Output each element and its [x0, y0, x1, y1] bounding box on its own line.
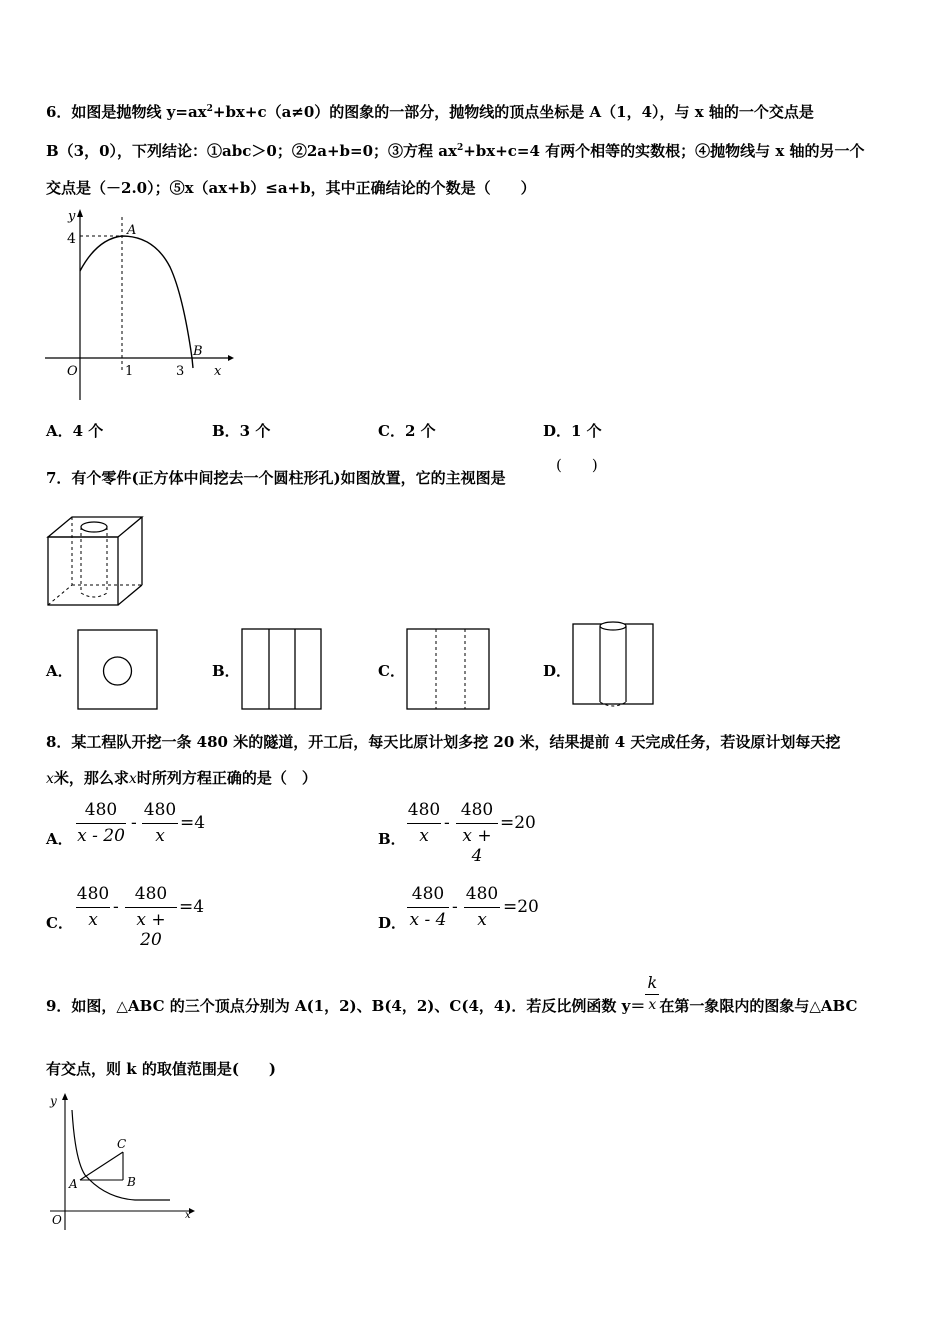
q8-stem-line2: x米，那么求x时所列方程正确的是（ ）	[46, 769, 317, 787]
q8-b-den1: x	[419, 826, 429, 846]
q8-b-num1: 480	[407, 800, 441, 820]
q8-option-a-equation[interactable]	[76, 800, 216, 850]
q8-option-c-equation[interactable]	[76, 884, 216, 950]
q9-graph-point-a: A	[69, 1177, 78, 1191]
q7-option-a-figure[interactable]	[77, 629, 159, 711]
q6-graph-tick-3: 3	[176, 364, 185, 379]
q8-c-num2: 480	[134, 884, 168, 904]
q8-d-den2: x	[477, 910, 487, 930]
q7-answer-paren: ( )	[556, 456, 598, 474]
q9-frac-den: x	[648, 997, 657, 1013]
q6-option-d[interactable]: D．1 个	[543, 422, 602, 440]
q9-stem-line1: 9．如图，△ABC 的三个顶点分别为 A(1，2)、B(4，2)、C(4，4)．若反比例函数 y＝ $\frac{k}{x}$ 在第一象限内的图象与△ABC	[46, 973, 858, 1015]
q6-option-a[interactable]: A．4 个	[46, 422, 104, 440]
q8-a-num2: 480	[143, 800, 177, 820]
q7-stem: 7．有个零件(正方体中间挖去一个圆柱形孔)如图放置，它的主视图是	[46, 469, 506, 487]
q8-d-rhs: =20	[503, 897, 539, 917]
q6-stem-line2: B（3，0），下列结论：①abc＞0；②2a+b=0；③方程 $ax^2+bx+c=4$ 有两个相等的实数根；④抛物线与 x 轴的另一个	[46, 142, 865, 160]
q8-option-c-label[interactable]: C．	[46, 914, 73, 932]
q8-d-op: -	[452, 897, 458, 917]
q8-option-d-equation[interactable]	[407, 884, 547, 934]
q6-graph-x-label: x	[214, 364, 222, 379]
q9-graph-point-c: C	[117, 1137, 127, 1151]
q9-stem-line2: 有交点，则 k 的取值范围是( )	[46, 1060, 277, 1078]
q9-hyperbola-graph	[45, 1090, 200, 1235]
q9-graph-y-label: y	[50, 1094, 57, 1108]
q8-c-rhs: =4	[179, 897, 205, 917]
q8-a-den1: x - 20	[77, 826, 125, 846]
q7-option-b-label[interactable]: B．	[212, 662, 240, 680]
q8-a-den2: x	[155, 826, 165, 846]
q6-graph-origin: O	[67, 364, 78, 379]
q8-d-den1: x - 4	[409, 910, 447, 930]
q9-graph-x-label: x	[185, 1210, 191, 1221]
q6-graph-tick-4: 4	[67, 231, 76, 247]
q8-option-b-label[interactable]: B．	[378, 830, 406, 848]
q7-option-b-figure[interactable]	[241, 628, 323, 711]
q9-frac-num: k	[647, 973, 658, 992]
q8-option-b-equation[interactable]	[407, 800, 547, 866]
q8-option-a-label[interactable]: A．	[46, 830, 73, 848]
q6-parabola-graph	[40, 205, 240, 405]
q6-option-b[interactable]: B．3 个	[212, 422, 271, 440]
q8-c-op: -	[113, 897, 119, 917]
q8-d-num2: 480	[465, 884, 499, 904]
q6-graph-tick-1: 1	[125, 364, 134, 379]
q6-graph-point-b: B	[193, 344, 203, 359]
q8-a-rhs: =4	[180, 813, 206, 833]
q7-option-d-figure[interactable]	[572, 620, 656, 710]
q6-graph-point-a: A	[127, 223, 137, 238]
q8-c-num1: 480	[76, 884, 110, 904]
q8-b-den2: x + 4	[462, 826, 492, 866]
q6-stem-line3: 交点是（－2.0）；⑤x（ax+b）≤a+b，其中正确结论的个数是（ ）	[46, 179, 536, 197]
q7-option-d-label[interactable]: D．	[543, 662, 572, 680]
q6-stem-line1: 6．如图是抛物线 $y=ax^2+bx+c(a\ne 0)$的图象的一部分，抛物线的顶点坐标是 A（1，4），与 x 轴的一个交点是	[46, 103, 814, 121]
q9-graph-origin: O	[52, 1213, 62, 1227]
q8-a-op: -	[131, 813, 137, 833]
q7-option-c-label[interactable]: C．	[378, 662, 405, 680]
q8-d-num1: 480	[411, 884, 445, 904]
q6-graph-y-label: y	[68, 209, 76, 224]
q8-a-num1: 480	[84, 800, 118, 820]
q8-stem-line1: 8．某工程队开挖一条 480 米的隧道，开工后，每天比原计划多挖 20 米，结果提前 4 天完成任务，若设原计划每天挖	[46, 733, 841, 751]
q9-graph-point-b: B	[127, 1175, 136, 1189]
q7-option-a-label[interactable]: A．	[46, 662, 73, 680]
q7-cube-figure	[46, 515, 146, 610]
q8-b-rhs: =20	[500, 813, 536, 833]
q8-c-den2: x + 20	[136, 910, 166, 950]
q8-b-num2: 480	[460, 800, 494, 820]
q8-b-op: -	[444, 813, 450, 833]
q8-c-den1: x	[88, 910, 98, 930]
q6-option-c[interactable]: C．2 个	[378, 422, 436, 440]
q7-option-c-figure[interactable]	[406, 628, 491, 711]
q8-option-d-label[interactable]: D．	[378, 914, 407, 932]
